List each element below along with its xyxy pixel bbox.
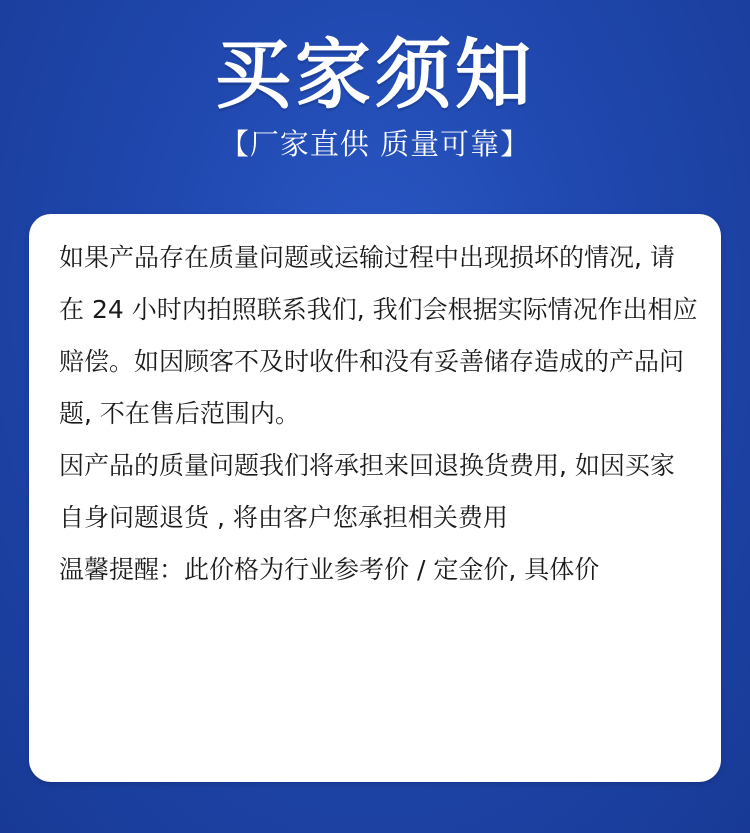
page-subtitle: 【厂家直供 质量可靠】 <box>219 127 531 161</box>
notice-body <box>59 236 704 600</box>
notice-paragraph: 如果产品存在质量问题或运输过程中出现损坏的情况, 请 <box>59 243 675 272</box>
notice-paragraph: 自身问题退货 , 将由客户您承担相关费用 <box>59 503 508 532</box>
notice-paragraph: 赔偿。如因顾客不及时收件和没有妥善储存造成的产品问 <box>59 347 685 376</box>
notice-paragraph: 因产品的质量问题我们将承担来回退换货费用, 如因买家 <box>59 451 675 480</box>
page-title: 买家须知 <box>215 30 535 119</box>
notice-paragraph: 题, 不在售后范围内。 <box>59 399 300 428</box>
notice-paragraph: 温馨提醒：此价格为行业参考价 / 定金价, 具体价 <box>59 555 600 584</box>
notice-card <box>29 214 721 782</box>
notice-paragraph: 在 24 小时内拍照联系我们, 我们会根据实际情况作出相应 <box>59 295 698 324</box>
